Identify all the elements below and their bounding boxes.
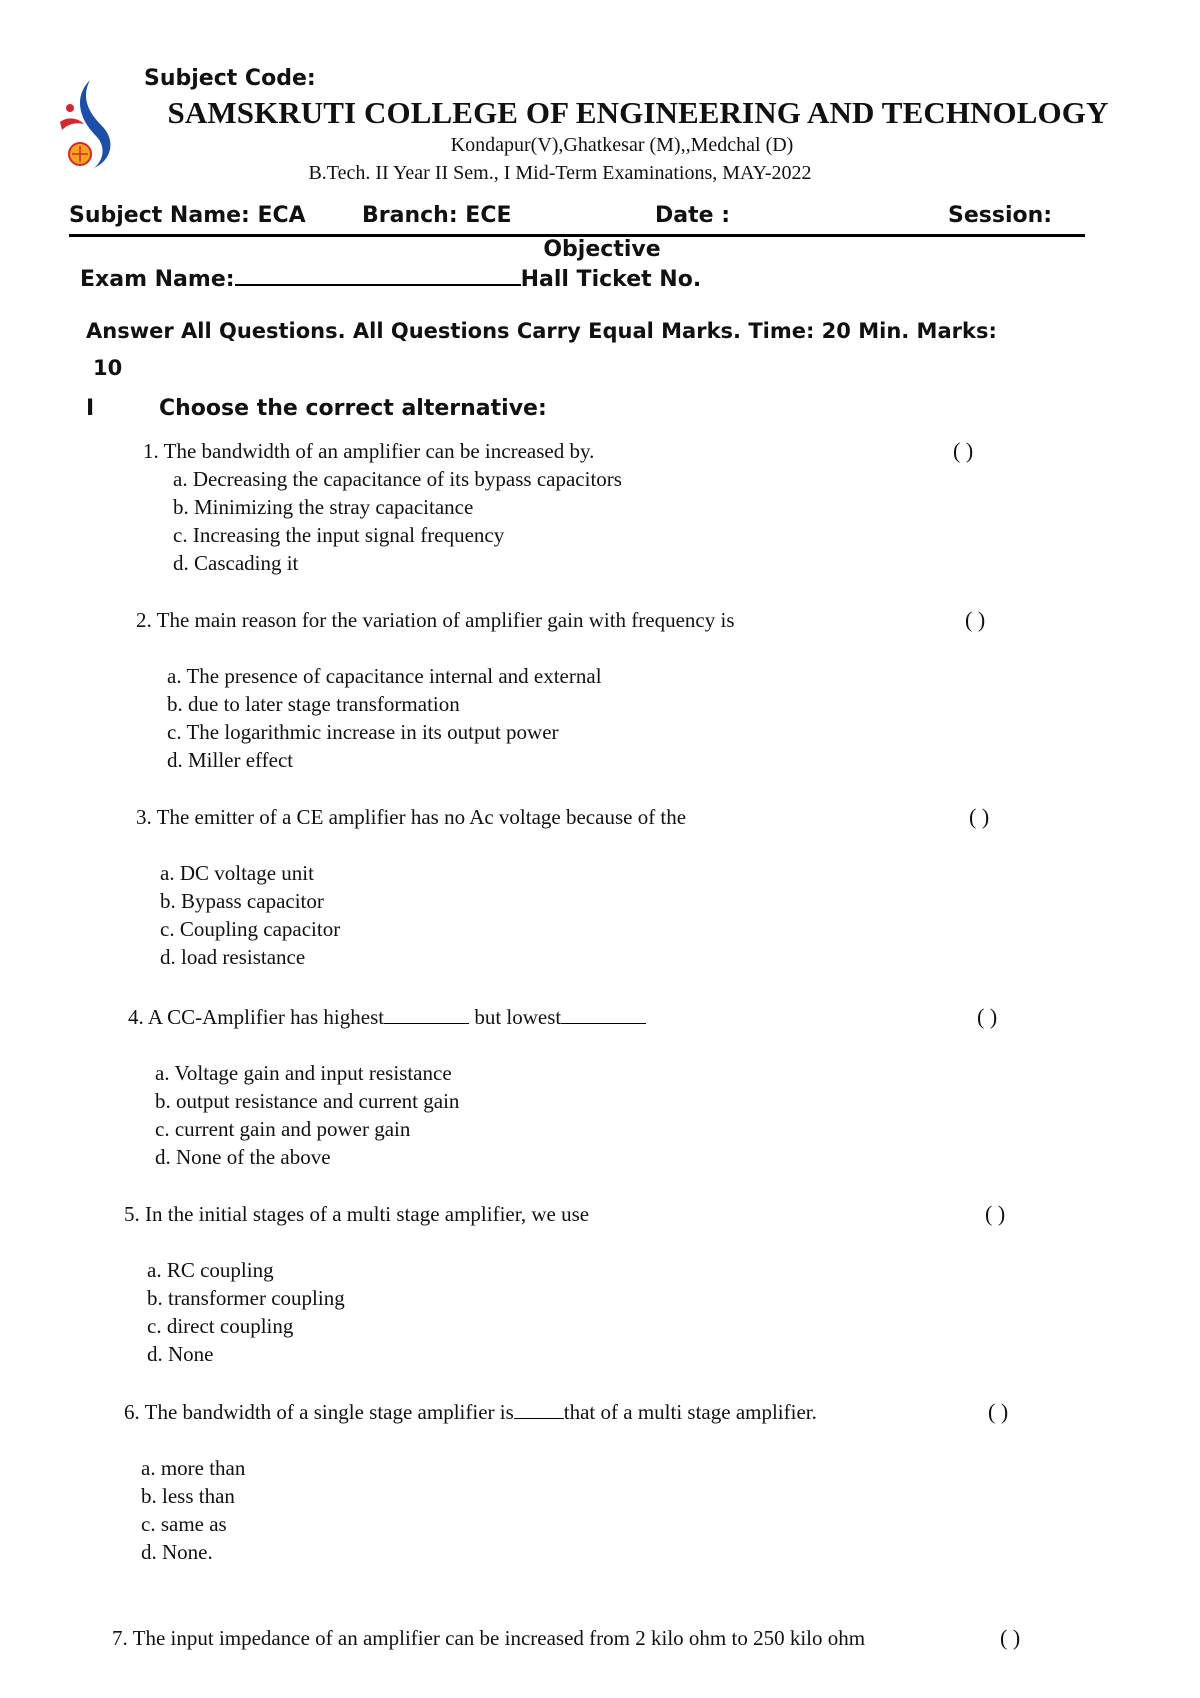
q3-option-d: d. load resistance [160, 945, 306, 969]
q4-text-mid: but lowest [469, 1005, 562, 1029]
q3-option-c: c. Coupling capacitor [160, 917, 341, 941]
question-2: 2. The main reason for the variation of amplifier gain with frequency is [136, 608, 735, 632]
q1-option-d: d. Cascading it [173, 551, 299, 575]
q2-option-d: d. Miller effect [167, 748, 294, 772]
q5-option-c: c. direct coupling [147, 1314, 294, 1338]
q1-option-a: a. Decreasing the capacitance of its bypass capacitors [173, 467, 622, 491]
answer-box-3: ( ) [969, 804, 990, 829]
question-4 [128, 1005, 646, 1030]
section-title: Choose the correct alternative: [159, 396, 547, 421]
q3-option-a: a. DC voltage unit [160, 861, 314, 885]
q6-option-b: b. less than [141, 1484, 235, 1508]
q5-option-a: a. RC coupling [147, 1258, 274, 1282]
date-label: Date : [655, 203, 731, 228]
q6-blank [514, 1400, 564, 1419]
answer-box-6: ( ) [988, 1399, 1009, 1424]
q4-text-start: 4. A CC-Amplifier has highest [128, 1005, 385, 1029]
question-5: 5. In the initial stages of a multi stage amplifier, we use [124, 1202, 590, 1226]
instructions: Answer All Questions. All Questions Carry Equal Marks. Time: 20 Min. Marks: [86, 319, 997, 343]
exam-name-blank [235, 264, 521, 286]
marks-value: 10 [93, 356, 123, 380]
q1-option-b: b. Minimizing the stray capacitance [173, 495, 474, 519]
college-name: SAMSKRUTI COLLEGE OF ENGINEERING AND TECHNOLOGY [167, 95, 1109, 130]
q2-option-c: c. The logarithmic increase in its output power [167, 720, 559, 744]
q2-option-a: a. The presence of capacitance internal and external [167, 664, 602, 688]
answer-box-2: ( ) [965, 607, 986, 632]
q4-option-c: c. current gain and power gain [155, 1117, 411, 1141]
question-1: 1. The bandwidth of an amplifier can be increased by. [143, 439, 595, 463]
question-6 [124, 1400, 817, 1425]
answer-box-7: ( ) [1000, 1625, 1021, 1650]
subject-name: Subject Name: ECA [69, 203, 306, 228]
q2-option-b: b. due to later stage transformation [167, 692, 460, 716]
answer-box-1: ( ) [953, 438, 974, 463]
answer-box-5: ( ) [985, 1201, 1006, 1226]
question-7: 7. The input impedance of an amplifier can be increased from 2 kilo ohm to 250 kilo ohm [112, 1626, 866, 1650]
q4-option-d: d. None of the above [155, 1145, 331, 1169]
q4-option-a: a. Voltage gain and input resistance [155, 1061, 452, 1085]
exam-title: B.Tech. II Year II Sem., I Mid-Term Examinations, MAY-2022 [308, 162, 812, 184]
answer-box-4: ( ) [977, 1004, 998, 1029]
exam-name-line [80, 264, 701, 292]
q6-option-c: c. same as [141, 1512, 227, 1536]
hall-ticket-label: Hall Ticket No. [520, 267, 702, 292]
section-number: I [86, 396, 95, 421]
q3-option-b: b. Bypass capacitor [160, 889, 324, 913]
objective-label: Objective [543, 237, 661, 262]
q5-option-b: b. transformer coupling [147, 1286, 345, 1310]
q4-blank-2 [561, 1005, 646, 1024]
exam-name-label: Exam Name: [80, 267, 235, 292]
q4-blank-1 [384, 1005, 469, 1024]
q5-option-d: d. None [147, 1342, 214, 1366]
college-address: Kondapur(V),Ghatkesar (M),,Medchal (D) [450, 134, 794, 156]
q6-text-start: 6. The bandwidth of a single stage amplifier is [124, 1400, 514, 1424]
q6-option-a: a. more than [141, 1456, 246, 1480]
q6-option-d: d. None. [141, 1540, 213, 1564]
question-3: 3. The emitter of a CE amplifier has no Ac voltage because of the [136, 805, 687, 829]
q1-option-c: c. Increasing the input signal frequency [173, 523, 505, 547]
q4-option-b: b. output resistance and current gain [155, 1089, 460, 1113]
subject-code-label: Subject Code: [144, 66, 316, 91]
session-label: Session: [948, 203, 1053, 228]
branch: Branch: ECE [362, 203, 512, 228]
q6-text-end: that of a multi stage amplifier. [563, 1400, 817, 1424]
